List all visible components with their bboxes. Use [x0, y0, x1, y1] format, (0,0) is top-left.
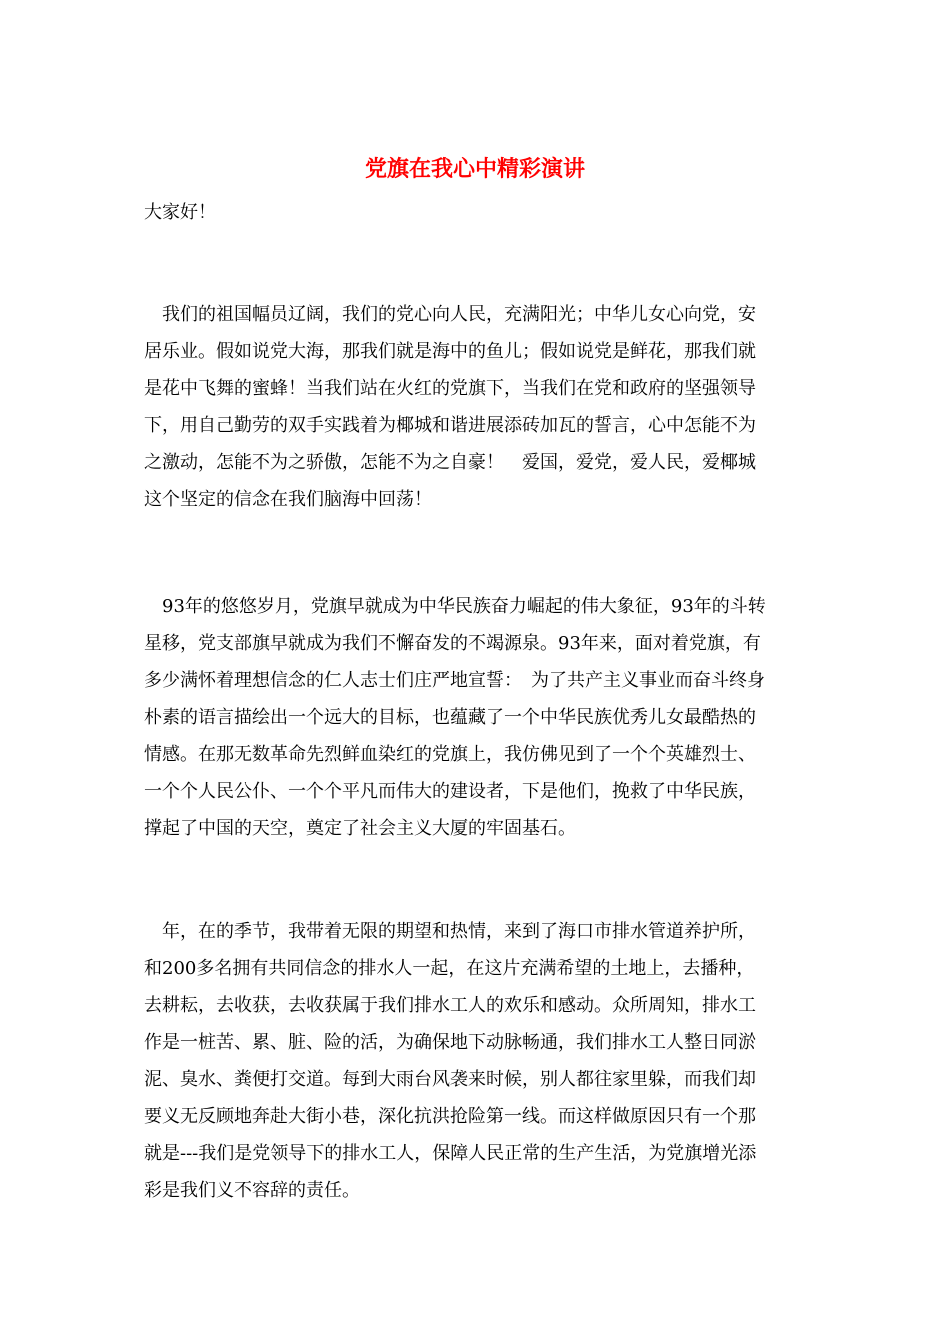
paragraph-2: [144, 588, 810, 847]
paragraph-line: 就是---我们是党领导下的排水工人，保障人民正常的生产生活，为党旗增光添: [144, 1143, 757, 1164]
paragraph-line: 下，用自己勤劳的双手实践着为椰城和谐进展添砖加瓦的誓言，心中怎能不为: [144, 415, 756, 436]
paragraph-line: 之激动，怎能不为之骄傲，怎能不为之自豪！ 爱国，爱党，爱人民，爱椰城: [144, 452, 756, 473]
paragraph-1: [144, 296, 810, 518]
paragraph-line: 星移，党支部旗早就成为我们不懈奋发的不竭源泉。93年来，面对着党旗，有: [144, 633, 761, 654]
paragraph-line: 朴素的语言描绘出一个远大的目标，也蕴藏了一个中华民族优秀儿女最酷热的: [144, 707, 756, 728]
greeting: 大家好！: [144, 202, 216, 223]
paragraph-line: 和200多名拥有共同信念的排水人一起，在这片充满希望的土地上，去播种，: [144, 958, 755, 979]
paragraph-line: 去耕耘，去收获，去收获属于我们排水工人的欢乐和感动。众所周知，排水工: [144, 995, 756, 1016]
paragraph-line: 93年的悠悠岁月，党旗早就成为中华民族奋力崛起的伟大象征，93年的斗转: [144, 596, 766, 617]
paragraph-line: 这个坚定的信念在我们脑海中回荡！: [144, 489, 432, 510]
paragraph-3: [144, 913, 810, 1209]
paragraph-line: 居乐业。假如说党大海，那我们就是海中的鱼儿；假如说党是鲜花，那我们就: [144, 341, 756, 362]
paragraph-line: 是花中飞舞的蜜蜂！当我们站在火红的党旗下，当我们在党和政府的坚强领导: [144, 378, 756, 399]
paragraph-line: 年，在的季节，我带着无限的期望和热情，来到了海口市排水管道养护所，: [144, 921, 756, 942]
paragraph-line: 作是一桩苦、累、脏、险的活，为确保地下动脉畅通，我们排水工人整日同淤: [144, 1032, 756, 1053]
page-title: 党旗在我心中精彩演讲: [364, 156, 585, 182]
paragraph-line: 彩是我们义不容辞的责任。: [144, 1180, 360, 1201]
paragraph-line: 要义无反顾地奔赴大街小巷，深化抗洪抢险第一线。而这样做原因只有一个那: [144, 1106, 756, 1127]
paragraph-line: 多少满怀着理想信念的仁人志士们庄严地宣誓： 为了共产主义事业而奋斗终身: [144, 670, 765, 691]
paragraph-line: 泥、臭水、粪便打交道。每到大雨台风袭来时候，别人都往家里躲，而我们却: [144, 1069, 756, 1090]
paragraph-line: 一个个人民公仆、一个个平凡而伟大的建设者，下是他们，挽救了中华民族，: [144, 781, 756, 802]
paragraph-line: 情感。在那无数革命先烈鲜血染红的党旗上，我仿佛见到了一个个英雄烈士、: [144, 744, 756, 765]
paragraph-line: 我们的祖国幅员辽阔，我们的党心向人民，充满阳光；中华儿女心向党，安: [144, 304, 756, 325]
paragraph-line: 撑起了中国的天空，奠定了社会主义大厦的牢固基石。: [144, 818, 576, 839]
